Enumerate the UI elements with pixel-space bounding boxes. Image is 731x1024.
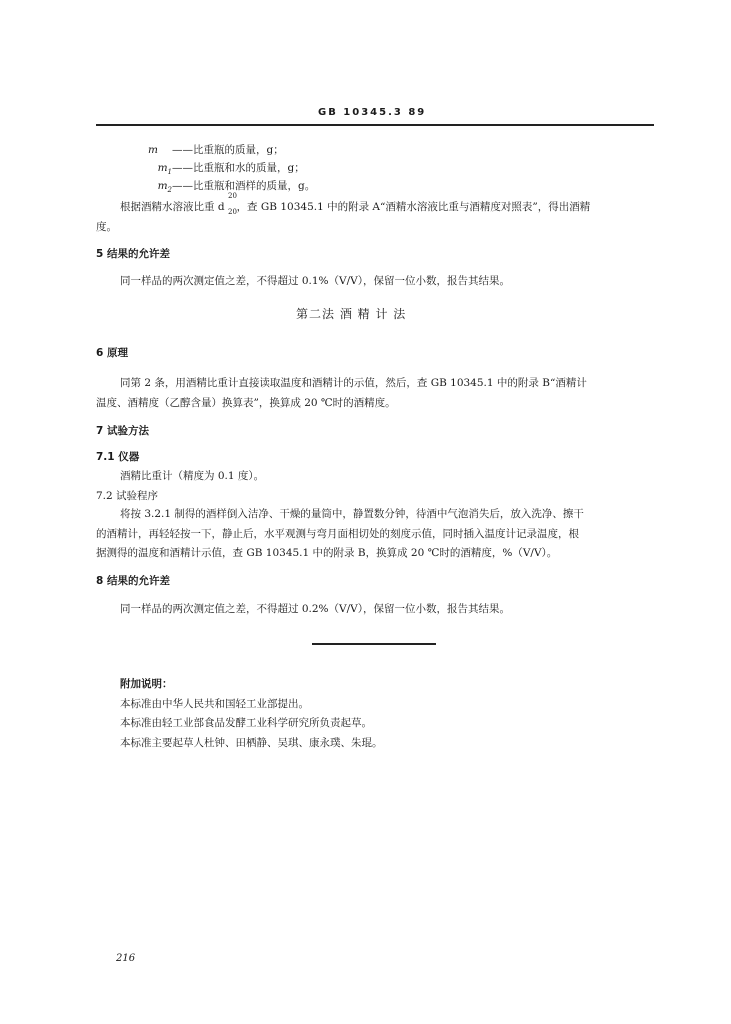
var-m: m ——比重瓶的质量，g；: [148, 144, 284, 156]
notes-item: 本标准由中华人民共和国轻工业部提出。: [120, 698, 309, 710]
var-m1: $m_1——$比重瓶和水的质量，g；: [157, 162, 305, 177]
method-2-title: 第二法 酒 精 计 法: [296, 307, 407, 321]
lookup-suffix: ，查 GB 10345.1 中的附录 A“酒精水溶液比重与酒精度对照表”，得出酒精: [236, 201, 591, 213]
section-6-line2: 温度、酒精度（乙醇含量）换算表”，换算成 20 ℃时的酒精度。: [96, 397, 396, 409]
end-divider: [312, 643, 436, 645]
header-rule: [96, 124, 654, 126]
var-m2: $m_2——$比重瓶和酒样的质量，g。: [157, 180, 316, 195]
section-5-title: 5 结果的允许差: [96, 248, 170, 260]
section-8-title: 8 结果的允许差: [96, 575, 170, 587]
section-6-title: 6 原理: [96, 347, 128, 359]
section-7-2-line1: 将按 3.2.1 制得的酒样倒入洁净、干燥的量筒中，静置数分钟，待酒中气泡消失后，放入洗净、擦干: [120, 508, 584, 520]
section-6-line1: 同第 2 条，用酒精比重计直接读取温度和酒精计的示值，然后，查 GB 10345.1 中的附录 B“酒精计: [120, 377, 587, 389]
notes-title: 附加说明：: [120, 678, 173, 690]
page-number: 216: [116, 953, 136, 964]
section-8-text: 同一样品的两次测定值之差，不得超过 0.2%（V/V），保留一位小数，报告其结果。: [120, 603, 510, 615]
section-7-1-title: 7.1 仪器: [96, 451, 140, 463]
lookup-prefix: 根据酒精水溶液比重 d: [120, 201, 225, 213]
density-subscript: 20: [228, 208, 237, 216]
section-5-text: 同一样品的两次测定值之差，不得超过 0.1%（V/V），保留一位小数，报告其结果。: [120, 275, 510, 287]
density-superscript: 20: [228, 192, 237, 200]
section-7-2-title: 7.2 试验程序: [96, 490, 159, 502]
lookup-paragraph-line2: 度。: [96, 221, 117, 233]
standard-number-header: GB 10345.3 89: [318, 107, 427, 118]
lookup-paragraph-line1: [120, 199, 590, 214]
var-m-desc: ——比重瓶的质量，g；: [172, 144, 284, 156]
section-7-title: 7 试验方法: [96, 425, 149, 437]
notes-item: 本标准由轻工业部食品发酵工业科学研究所负责起草。: [120, 717, 372, 729]
section-7-1-text: 酒精比重计（精度为 0.1 度）。: [120, 470, 265, 482]
var-m1-desc: ——比重瓶和水的质量，g；: [172, 162, 305, 174]
section-7-2-line3: 据测得的温度和酒精计示值，查 GB 10345.1 中的附录 B，换算成 20 ℃时的酒精度，%（V/V）。: [96, 547, 558, 559]
section-7-2-line2: 的酒精计，再轻轻按一下，静止后，水平观测与弯月面相切处的刻度示值，同时插入温度计记录温度，根: [96, 528, 579, 540]
var-m2-desc: ——比重瓶和酒样的质量，g。: [172, 180, 316, 192]
notes-item: 本标准主要起草人杜钟、田栖静、吴琪、康永璞、朱琨。: [120, 737, 383, 749]
